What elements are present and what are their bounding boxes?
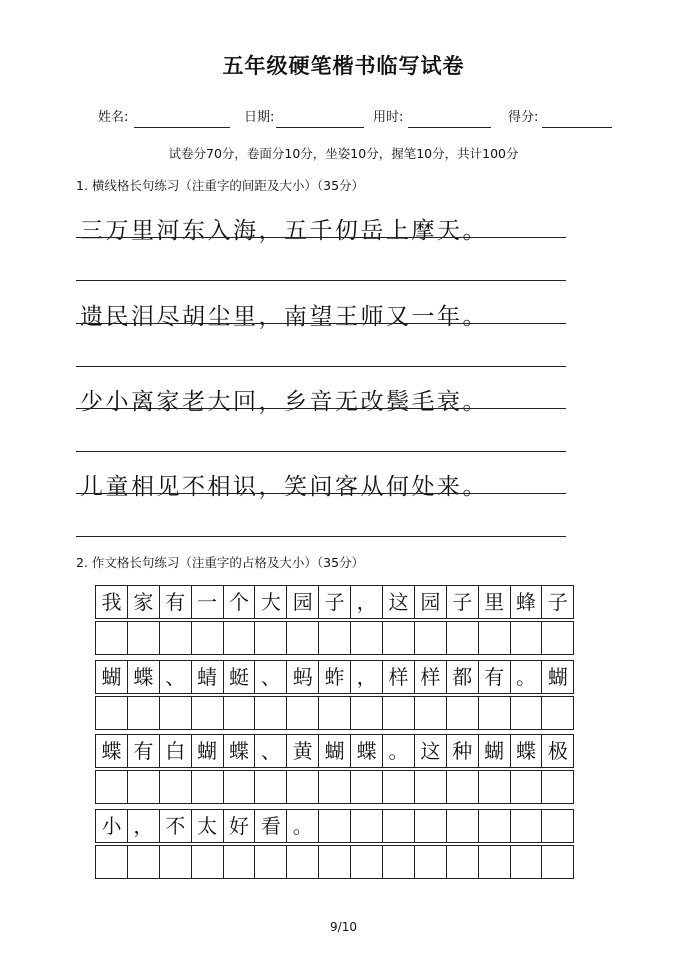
writing-line[interactable] <box>76 280 566 281</box>
grid-cell[interactable]: 子 <box>446 585 479 619</box>
name-field[interactable] <box>134 127 230 128</box>
grid-cell[interactable]: 子 <box>541 585 574 619</box>
grid-row <box>95 660 589 694</box>
grid-cell[interactable]: 。 <box>510 660 543 694</box>
writing-line[interactable] <box>76 366 566 367</box>
grid-cell[interactable] <box>127 696 160 730</box>
grid-cell[interactable] <box>127 770 160 804</box>
grid-cell[interactable] <box>223 621 256 655</box>
grid-cell[interactable] <box>318 845 351 879</box>
grid-row <box>95 621 589 655</box>
grid-cell[interactable]: 蚂 <box>286 660 319 694</box>
practice-sentence: 遗民泪尽胡尘里，南望王师又一年。 <box>80 304 488 330</box>
grid-row <box>95 585 589 619</box>
grid-cell[interactable] <box>414 845 447 879</box>
grid-cell[interactable]: 不 <box>159 809 192 843</box>
grid-cell[interactable]: 这 <box>382 585 415 619</box>
grid-cell[interactable] <box>254 696 287 730</box>
grid-cell[interactable] <box>95 696 128 730</box>
grid-cell[interactable] <box>541 621 574 655</box>
grid-cell[interactable] <box>446 770 479 804</box>
grid-cell[interactable]: 黄 <box>286 734 319 768</box>
score-label: 得分: <box>508 110 539 125</box>
grid-cell[interactable]: 种 <box>446 734 479 768</box>
grid-cell[interactable] <box>382 845 415 879</box>
practice-sentence: 儿童相见不相识，笑问客从何处来。 <box>80 474 488 500</box>
grid-cell[interactable]: 有 <box>127 734 160 768</box>
grid-cell[interactable] <box>414 770 447 804</box>
page-title: 五年级硬笔楷书临写试卷 <box>222 54 465 78</box>
grid-cell[interactable] <box>478 770 511 804</box>
grid-cell[interactable] <box>191 845 224 879</box>
grid-cell[interactable] <box>223 696 256 730</box>
grid-cell[interactable]: 、 <box>254 660 287 694</box>
score-breakdown: 试卷分70分，卷面分10分，坐姿10分，握笔10分，共计100分 <box>168 146 519 161</box>
grid-cell[interactable]: 小 <box>95 809 128 843</box>
grid-cell[interactable]: 蝴 <box>318 734 351 768</box>
grid-cell[interactable]: 园 <box>286 585 319 619</box>
grid-cell[interactable]: 、 <box>159 660 192 694</box>
grid-cell[interactable] <box>95 621 128 655</box>
writing-line[interactable] <box>76 237 566 238</box>
grid-cell[interactable]: 样 <box>382 660 415 694</box>
time-label: 用时: <box>373 110 404 125</box>
grid-cell[interactable]: 都 <box>446 660 479 694</box>
grid-cell[interactable]: 一 <box>191 585 224 619</box>
grid-cell[interactable] <box>478 809 511 843</box>
score-field[interactable] <box>542 127 612 128</box>
student-info-row <box>0 106 687 130</box>
grid-cell[interactable]: 蝴 <box>478 734 511 768</box>
name-label: 姓名: <box>98 110 129 125</box>
grid-row <box>95 734 589 768</box>
date-label: 日期: <box>244 110 275 125</box>
grid-cell[interactable] <box>318 696 351 730</box>
grid-cell[interactable]: 这 <box>414 734 447 768</box>
section-1-title: 1. 横线格长句练习（注重字的间距及大小）（35分） <box>76 178 365 193</box>
grid-cell[interactable] <box>254 770 287 804</box>
grid-cell[interactable] <box>382 696 415 730</box>
grid-cell[interactable]: 样 <box>414 660 447 694</box>
grid-cell[interactable] <box>478 621 511 655</box>
grid-cell[interactable] <box>286 770 319 804</box>
grid-cell[interactable]: 个 <box>223 585 256 619</box>
grid-cell[interactable]: 看 <box>254 809 287 843</box>
grid-cell[interactable] <box>350 621 383 655</box>
practice-sentence: 少小离家老大回，乡音无改鬓毛衰。 <box>80 389 488 415</box>
grid-cell[interactable] <box>286 696 319 730</box>
grid-cell[interactable] <box>510 809 543 843</box>
grid-cell[interactable] <box>510 770 543 804</box>
grid-cell[interactable] <box>350 845 383 879</box>
grid-cell[interactable] <box>191 770 224 804</box>
grid-cell[interactable]: 。 <box>382 734 415 768</box>
grid-cell[interactable] <box>286 621 319 655</box>
writing-line[interactable] <box>76 451 566 452</box>
grid-cell[interactable] <box>510 845 543 879</box>
grid-cell[interactable] <box>254 621 287 655</box>
grid-cell[interactable]: ， <box>350 660 383 694</box>
grid-cell[interactable]: 蝴 <box>95 660 128 694</box>
grid-cell[interactable]: 园 <box>414 585 447 619</box>
grid-cell[interactable]: 蝶 <box>510 734 543 768</box>
grid-cell[interactable]: 有 <box>159 585 192 619</box>
grid-cell[interactable] <box>159 621 192 655</box>
grid-cell[interactable] <box>223 770 256 804</box>
grid-cell[interactable]: ， <box>127 809 160 843</box>
grid-cell[interactable]: 蜓 <box>223 660 256 694</box>
grid-cell[interactable] <box>446 845 479 879</box>
grid-cell[interactable] <box>191 696 224 730</box>
grid-cell[interactable] <box>414 696 447 730</box>
grid-cell[interactable]: 蚱 <box>318 660 351 694</box>
grid-cell[interactable] <box>541 770 574 804</box>
grid-cell[interactable] <box>159 696 192 730</box>
grid-cell[interactable] <box>382 770 415 804</box>
grid-cell[interactable] <box>414 809 447 843</box>
grid-row <box>95 809 589 843</box>
grid-cell[interactable] <box>127 621 160 655</box>
grid-cell[interactable]: 有 <box>478 660 511 694</box>
grid-cell[interactable]: 子 <box>318 585 351 619</box>
grid-cell[interactable] <box>414 621 447 655</box>
grid-cell[interactable]: 蝶 <box>223 734 256 768</box>
section-2-title: 2. 作文格长句练习（注重字的占格及大小）（35分） <box>76 555 365 570</box>
writing-line[interactable] <box>76 323 566 324</box>
grid-cell[interactable]: 好 <box>223 809 256 843</box>
grid-cell[interactable]: 太 <box>191 809 224 843</box>
grid-cell[interactable] <box>478 696 511 730</box>
grid-cell[interactable] <box>318 621 351 655</box>
grid-cell[interactable]: 蝴 <box>541 660 574 694</box>
grid-cell[interactable] <box>191 621 224 655</box>
grid-cell[interactable]: 极 <box>541 734 574 768</box>
grid-cell[interactable]: 蜂 <box>510 585 543 619</box>
grid-cell[interactable] <box>541 809 574 843</box>
grid-cell[interactable]: 蜻 <box>191 660 224 694</box>
grid-row <box>95 845 589 879</box>
writing-line[interactable] <box>76 536 566 537</box>
grid-cell[interactable] <box>350 696 383 730</box>
grid-cell[interactable] <box>446 696 479 730</box>
grid-cell[interactable] <box>446 621 479 655</box>
grid-cell[interactable] <box>478 845 511 879</box>
grid-cell[interactable] <box>541 845 574 879</box>
grid-cell[interactable] <box>350 770 383 804</box>
page-number: 9/10 <box>330 920 357 934</box>
writing-line[interactable] <box>76 493 566 494</box>
grid-cell[interactable]: 蝶 <box>350 734 383 768</box>
grid-cell[interactable] <box>318 809 351 843</box>
grid-cell[interactable] <box>95 845 128 879</box>
grid-cell[interactable] <box>223 845 256 879</box>
grid-cell[interactable]: 我 <box>95 585 128 619</box>
grid-row <box>95 770 589 804</box>
date-field[interactable] <box>276 127 364 128</box>
grid-cell[interactable] <box>446 809 479 843</box>
grid-cell[interactable]: 。 <box>286 809 319 843</box>
grid-row <box>95 696 589 730</box>
grid-cell[interactable] <box>254 845 287 879</box>
grid-cell[interactable] <box>286 845 319 879</box>
grid-cell[interactable] <box>159 845 192 879</box>
grid-cell[interactable]: ， <box>350 585 383 619</box>
grid-cell[interactable]: 蝴 <box>191 734 224 768</box>
grid-cell[interactable]: 家 <box>127 585 160 619</box>
grid-cell[interactable] <box>95 770 128 804</box>
grid-cell[interactable] <box>350 809 383 843</box>
grid-cell[interactable]: 里 <box>478 585 511 619</box>
writing-line[interactable] <box>76 408 566 409</box>
grid-cell[interactable] <box>510 621 543 655</box>
grid-cell[interactable]: 大 <box>254 585 287 619</box>
grid-cell[interactable]: 、 <box>254 734 287 768</box>
grid-cell[interactable] <box>382 809 415 843</box>
grid-cell[interactable]: 蝶 <box>95 734 128 768</box>
practice-sentence: 三万里河东入海，五千仞岳上摩天。 <box>80 218 488 244</box>
grid-cell[interactable]: 蝶 <box>127 660 160 694</box>
grid-cell[interactable] <box>382 621 415 655</box>
time-field[interactable] <box>408 127 491 128</box>
grid-cell[interactable] <box>159 770 192 804</box>
grid-cell[interactable] <box>510 696 543 730</box>
grid-cell[interactable] <box>127 845 160 879</box>
grid-cell[interactable]: 白 <box>159 734 192 768</box>
grid-cell[interactable] <box>318 770 351 804</box>
grid-cell[interactable] <box>541 696 574 730</box>
